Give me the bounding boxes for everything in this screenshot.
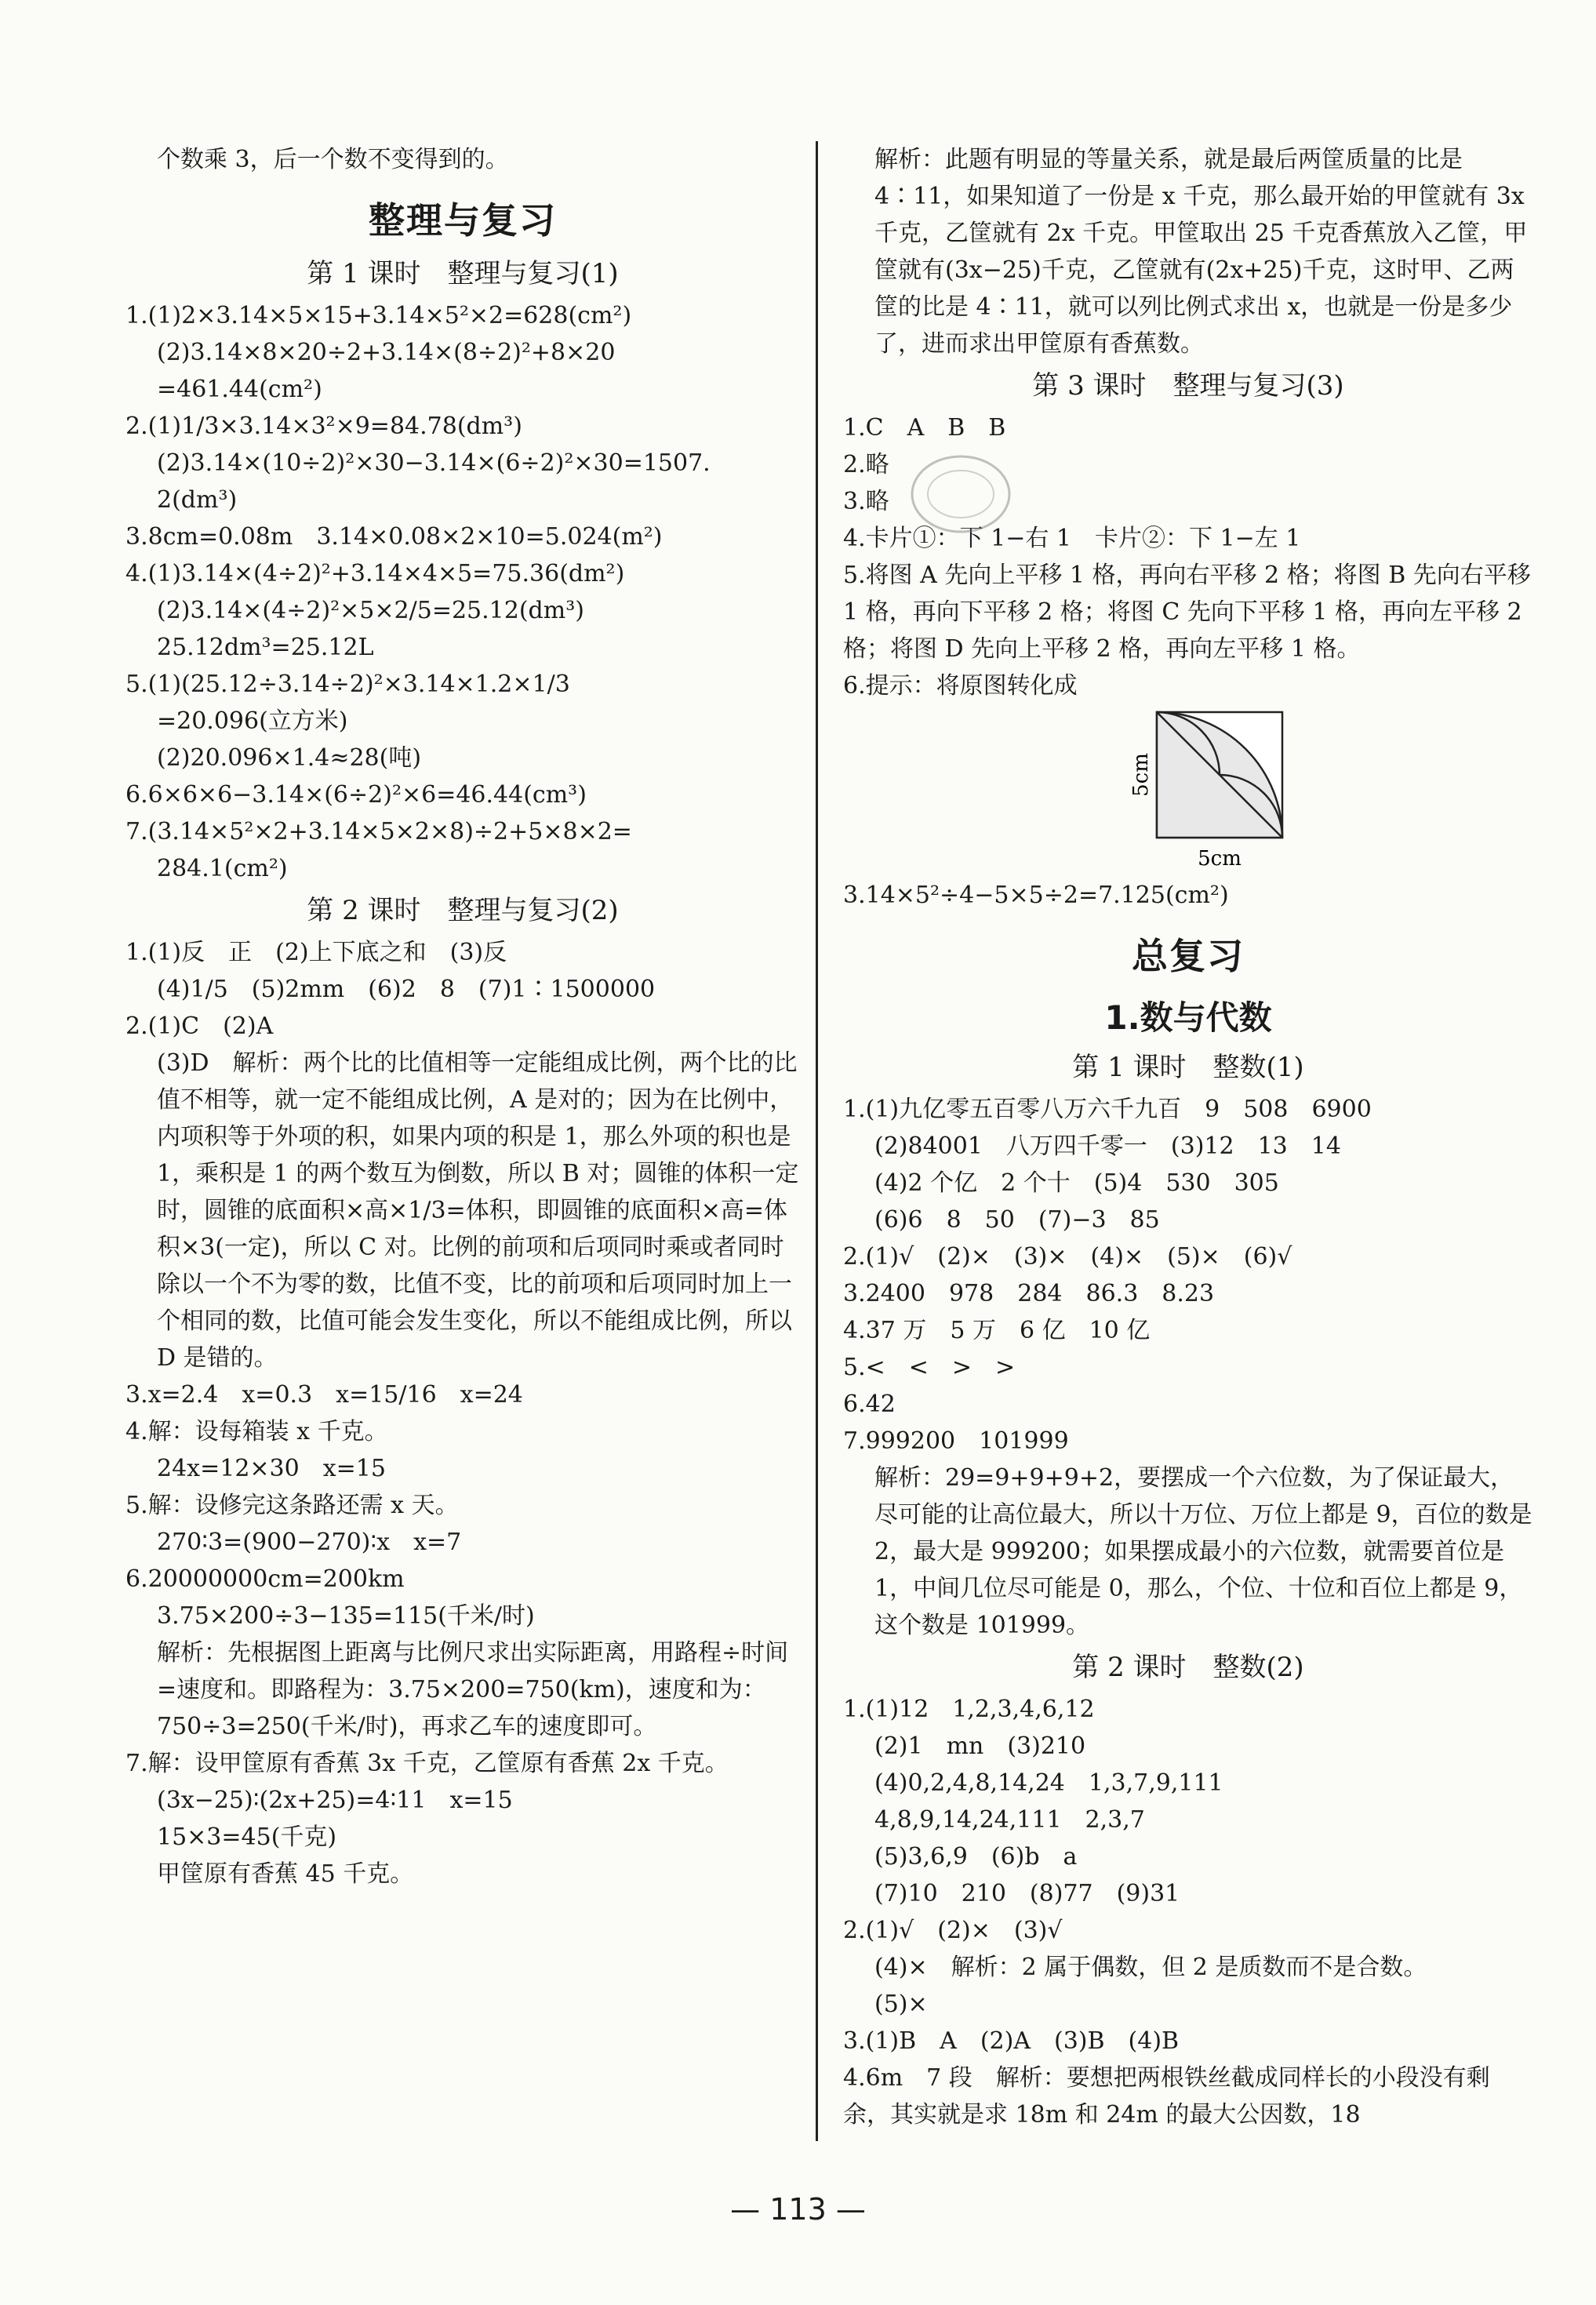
page-number: — 113 — bbox=[730, 2192, 866, 2227]
answer-line: (4)1/5 (5)2mm (6)2 8 (7)1∶1500000 bbox=[157, 976, 656, 1003]
figure-drawing bbox=[843, 704, 1533, 877]
answer-line: 1.(1)12 1,2,3,4,6,12 bbox=[843, 1696, 1095, 1723]
right-column bbox=[843, 141, 1533, 2133]
explanation-paragraph: (3)D 解析：两个比的比值相等一定能组成比例，两个比的比值不相等，就一定不能组成比例，A 是对的；因为在比例中，内项积等于外项的积，如果内项的积是 1，那么外项的积也是 1，乘积是 1 的两个数互为倒数，所以 B 对；圆锥的体积一定时，圆锥的底面积×高×1/3=体积，即圆锥的底面积×高=体积×3(一定)，所以 C 对。比例的前项和后项同时乘或者同时除以一个不为零的数，比值不变，比的前项和后项同时加上一个相同的数，比值可能会发生变化，所以不能组成比例，所以 D 是错的。 bbox=[157, 1049, 799, 1372]
watermark-stamp bbox=[906, 447, 1016, 541]
answer-line: 5.解：设修完这条路还需 x 天。 bbox=[125, 1492, 459, 1519]
answer-line: (4)0,2,4,8,14,24 1,3,7,9,111 bbox=[874, 1769, 1223, 1797]
explanation-paragraph: 解析：29=9+9+9+2，要摆成一个六位数，为了保证最大，尽可能的让高位最大，所以十万位、万位上都是 9，百位的数是 2，最大是 999200；如果摆成最小的六位数，就需要首位是 1，中间几位尽可能是 0，那么，个位、十位和百位上都是 9，这个数是 101999。 bbox=[874, 1464, 1532, 1639]
answer-line: 7.解：设甲筐原有香蕉 3x 千克，乙筐原有香蕉 2x 千克。 bbox=[125, 1750, 729, 1777]
answer-line: (5)3,6,9 (6)b a bbox=[874, 1843, 1078, 1871]
answer-line: 6.20000000cm=200km bbox=[125, 1565, 405, 1593]
answer-line: (6)6 8 50 (7)−3 85 bbox=[874, 1206, 1160, 1234]
answer-line: (2)20.096×1.4≈28(吨) bbox=[157, 744, 422, 772]
answer-line: 24x=12×30 x=15 bbox=[157, 1455, 386, 1482]
answer-line: 3.2400 978 284 86.3 8.23 bbox=[843, 1280, 1215, 1307]
answer-line: 2.略 bbox=[843, 451, 889, 478]
answer-line: 2(dm³) bbox=[157, 486, 238, 514]
answer-line: 4,8,9,14,24,111 2,3,7 bbox=[874, 1806, 1145, 1834]
answer-line: 7.999200 101999 bbox=[843, 1427, 1069, 1455]
answer-line: (2)1 mn (3)210 bbox=[874, 1732, 1086, 1760]
explanation-paragraph: 解析：先根据图上距离与比例尺求出实际距离，用路程÷时间=速度和。即路程为：3.75×200=750(km)，速度和为：750÷3=250(千米/时)，再求乙车的速度即可。 bbox=[157, 1639, 789, 1740]
answer-line: 25.12dm³=25.12L bbox=[157, 634, 374, 661]
answer-line: (2)84001 八万四千零一 (3)12 13 14 bbox=[874, 1133, 1341, 1160]
quarter-circle-figure bbox=[843, 704, 1533, 877]
answer-line: (4)× 解析：2 属于偶数，但 2 是质数而不是合数。 bbox=[874, 1954, 1427, 1981]
answer-line: =461.44(cm²) bbox=[157, 376, 322, 403]
answer-line: (2)3.14×8×20÷2+3.14×(8÷2)²+8×20 bbox=[157, 339, 616, 366]
answer-line: 3.14×5²÷4−5×5÷2=7.125(cm²) bbox=[843, 882, 1229, 909]
vertical-length-label: 5cm bbox=[1129, 753, 1153, 797]
answer-line: 4.37 万 5 万 6 亿 10 亿 bbox=[843, 1317, 1151, 1344]
answer-line: 6.42 bbox=[843, 1391, 896, 1418]
answer-line: 3.8cm=0.08m 3.14×0.08×2×10=5.024(m²) bbox=[125, 523, 663, 551]
answer-line: 1.(1)九亿零五百零八万六千九百 9 508 6900 bbox=[843, 1096, 1372, 1123]
answer-line: (4)2 个亿 2 个十 (5)4 530 305 bbox=[874, 1169, 1279, 1197]
answer-line: 284.1(cm²) bbox=[157, 855, 288, 882]
answer-line: (2)3.14×(10÷2)²×30−3.14×(6÷2)²×30=1507. bbox=[157, 449, 711, 477]
answer-line: 2.(1)1/3×3.14×3²×9=84.78(dm³) bbox=[125, 413, 522, 440]
big-section-title: 总复习 bbox=[1132, 935, 1245, 977]
column-divider bbox=[816, 141, 818, 2141]
answer-line: 6.6×6×6−3.14×(6÷2)²×6=46.44(cm³) bbox=[125, 781, 587, 809]
subsection-title: 1.数与代数 bbox=[1104, 998, 1272, 1037]
answer-line: 5.< < > > bbox=[843, 1354, 1016, 1381]
answer-line: 3.(1)B A (2)A (3)B (4)B bbox=[843, 2027, 1180, 2055]
answer-line: 4.6m 7 段 解析：要想把两根铁丝截成同样长的小段没有剩余，其实就是求 18m 和 24m 的最大公因数，18 bbox=[843, 2064, 1490, 2129]
answer-line: 5.(1)(25.12÷3.14÷2)²×3.14×1.2×1/3 bbox=[125, 671, 570, 698]
answer-line: =20.096(立方米) bbox=[157, 707, 348, 735]
lesson-title: 第 1 课时 整理与复习(1) bbox=[307, 258, 619, 289]
answer-line: 4.卡片①：下 1−右 1 卡片②：下 1−左 1 bbox=[843, 525, 1301, 552]
answer-line: 270∶3=(900−270)∶x x=7 bbox=[157, 1529, 462, 1556]
answer-line: 2.(1)√ (2)× (3)× (4)× (5)× (6)√ bbox=[843, 1243, 1292, 1271]
answer-line: (2)3.14×(4÷2)²×5×2/5=25.12(dm³) bbox=[157, 597, 584, 624]
answer-line: 甲筐原有香蕉 45 千克。 bbox=[157, 1860, 414, 1888]
answer-line: (5)× bbox=[874, 1991, 928, 2018]
text-line: 个数乘 3，后一个数不变得到的。 bbox=[157, 146, 509, 173]
section-title: 整理与复习 bbox=[369, 199, 557, 242]
lesson-title: 第 3 课时 整理与复习(3) bbox=[1032, 370, 1344, 402]
answer-line: 2.(1)C (2)A bbox=[125, 1013, 274, 1040]
answer-line: 1.C A B B bbox=[843, 414, 1006, 442]
answer-line: 3.75×200÷3−135=115(千米/时) bbox=[157, 1602, 535, 1630]
explanation-paragraph: 解析：此题有明显的等量关系，就是最后两筐质量的比是 4∶11，如果知道了一份是 x 千克，那么最开始的甲筐就有 3x 千克，乙筐就有 2x 千克。甲筐取出 25 千克香蕉放入乙筐，甲筐就有(3x−25)千克，乙筐就有(2x+25)千克，这时甲、乙两筐的比是 4∶11，就可以列比例式求出 x，也就是一份是多少了，进而求出甲筐原有香蕉数。 bbox=[874, 146, 1528, 358]
answer-line: 7.(3.14×5²×2+3.14×5×2×8)÷2+5×8×2= bbox=[125, 818, 632, 845]
horizontal-length-label: 5cm bbox=[1198, 847, 1242, 871]
answer-line: 1.(1)2×3.14×5×15+3.14×5²×2=628(cm²) bbox=[125, 302, 632, 329]
answer-line: 2.(1)√ (2)× (3)√ bbox=[843, 1917, 1063, 1944]
lesson-title: 第 1 课时 整数(1) bbox=[1072, 1052, 1304, 1083]
answer-line: 6.提示：将原图转化成 bbox=[843, 672, 1078, 700]
answer-line: 5.将图 A 先向上平移 1 格，再向右平移 2 格；将图 B 先向右平移 1 格，再向下平移 2 格；将图 C 先向下平移 1 格，再向左平移 2 格；将图 D 先向上平移 2 格，再向左平移 1 格。 bbox=[843, 562, 1531, 663]
answer-line: (7)10 210 (8)77 (9)31 bbox=[874, 1880, 1180, 1907]
lesson-title: 第 2 课时 整数(2) bbox=[1072, 1652, 1304, 1683]
answer-line: 3.x=2.4 x=0.3 x=15/16 x=24 bbox=[125, 1381, 523, 1409]
lesson-title: 第 2 课时 整理与复习(2) bbox=[307, 895, 619, 926]
answer-line: 3.略 bbox=[843, 488, 889, 515]
answer-line: 4.(1)3.14×(4÷2)²+3.14×4×5=75.36(dm²) bbox=[125, 560, 625, 587]
answer-line: 15×3=45(千克) bbox=[157, 1823, 337, 1851]
answer-line: 1.(1)反 正 (2)上下底之和 (3)反 bbox=[125, 939, 507, 966]
answer-line: (3x−25)∶(2x+25)=4∶11 x=15 bbox=[157, 1787, 513, 1814]
answer-line: 4.解：设每箱装 x 千克。 bbox=[125, 1418, 388, 1445]
left-column bbox=[125, 141, 800, 1892]
